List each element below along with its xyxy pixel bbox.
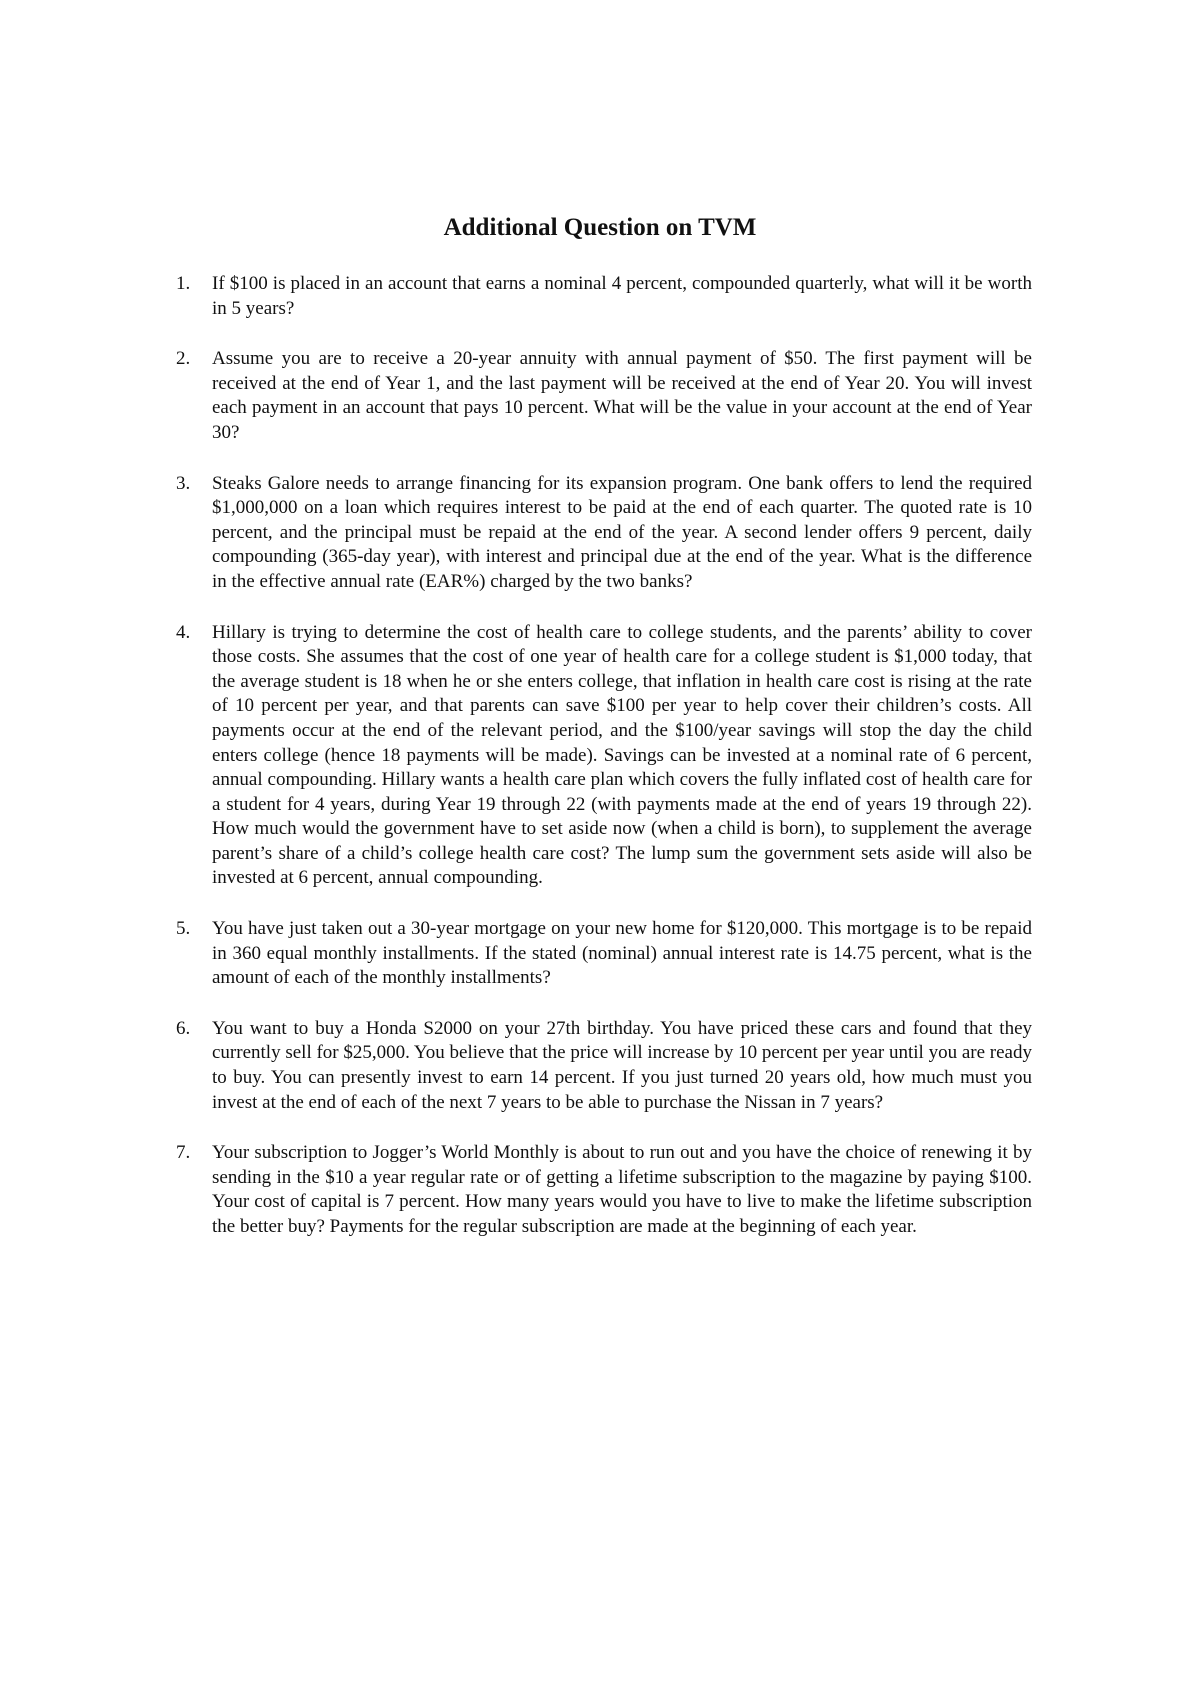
question-number: 3.: [176, 472, 191, 494]
question-4: [176, 621, 1032, 892]
question-text: Your subscription to Jogger’s World Monthly is about to run out and you have the choice of renewing it by sending in the $10 a year regular rate or of getting a lifetime subscription to the magazine by paying $100. Your cost of capital is 7 percent. How many years would you have to live to make the lifetime subscription the better buy? Payments for the regular subscription are made at the beginning of each year.: [212, 1142, 1032, 1237]
question-7: [176, 1141, 1032, 1239]
question-text: Steaks Galore needs to arrange financing for its expansion program. One bank offers to lend the required $1,000,000 on a loan which requires interest to be paid at the end of each quarter. The quoted rate is 10 percent, and the principal must be repaid at the end of the year. A second lender offers 9 percent, daily compounding (365-day year), with interest and principal due at the end of the year. What is the difference in the effective annual rate (EAR%) charged by the two banks?: [212, 472, 1032, 592]
question-list: [176, 272, 1032, 1266]
question-text: Hillary is trying to determine the cost of health care to college students, and the parents’ ability to cover those costs. She assumes that the cost of one year of health care for a college student is $1,000 today, that the average student is 18 when he or she enters college, that inflation in health care cost is rising at the rate of 10 percent per year, and that parents can save $100 per year to help cover their children’s costs. All payments occur at the end of the relevant period, and the $100/year savings will stop the day the child enters college (hence 18 payments will be made). Savings can be invested at a nominal rate of 6 percent, annual compounding. Hillary wants a health care plan which covers the fully inflated cost of health care for a student for 4 years, during Year 19 through 22 (with payments made at the end of years 19 through 22). How much would the government have to set aside now (when a child is born), to supplement the average parent’s share of a child’s college health care cost? The lump sum the government sets aside will also be invested at 6 percent, annual compounding.: [212, 621, 1032, 889]
question-1: [176, 272, 1032, 321]
question-text: Assume you are to receive a 20-year annuity with annual payment of $50. The first payment will be received at the end of Year 1, and the last payment will be received at the end of Year 20. You will invest each payment in an account that pays 10 percent. What will be the value in your account at the end of Year 30?: [212, 348, 1032, 443]
question-text: You have just taken out a 30-year mortgage on your new home for $120,000. This mortgage is to be repaid in 360 equal monthly installments. If the stated (nominal) annual interest rate is 14.75 percent, what is the amount of each of the monthly installments?: [212, 918, 1032, 989]
question-3: [176, 472, 1032, 595]
document-title: Additional Question on TVM: [443, 214, 757, 241]
question-number: 2.: [176, 348, 191, 370]
question-text: If $100 is placed in an account that earns a nominal 4 percent, compounded quarterly, what will it be worth in 5 years?: [212, 273, 1032, 319]
question-5: [176, 917, 1032, 991]
question-2: [176, 347, 1032, 445]
question-number: 7.: [176, 1142, 191, 1164]
question-6: [176, 1017, 1032, 1115]
question-number: 6.: [176, 1017, 191, 1039]
question-number: 4.: [176, 621, 191, 643]
question-number: 1.: [176, 273, 191, 294]
question-text: You want to buy a Honda S2000 on your 27th birthday. You have priced these cars and found that they currently sell for $25,000. You believe that the price will increase by 10 percent per year until you are ready to buy. You can presently invest to earn 14 percent. If you just turned 20 years old, how much must you invest at the end of each of the next 7 years to be able to purchase the Nissan in 7 years?: [212, 1017, 1032, 1113]
question-number: 5.: [176, 918, 191, 940]
